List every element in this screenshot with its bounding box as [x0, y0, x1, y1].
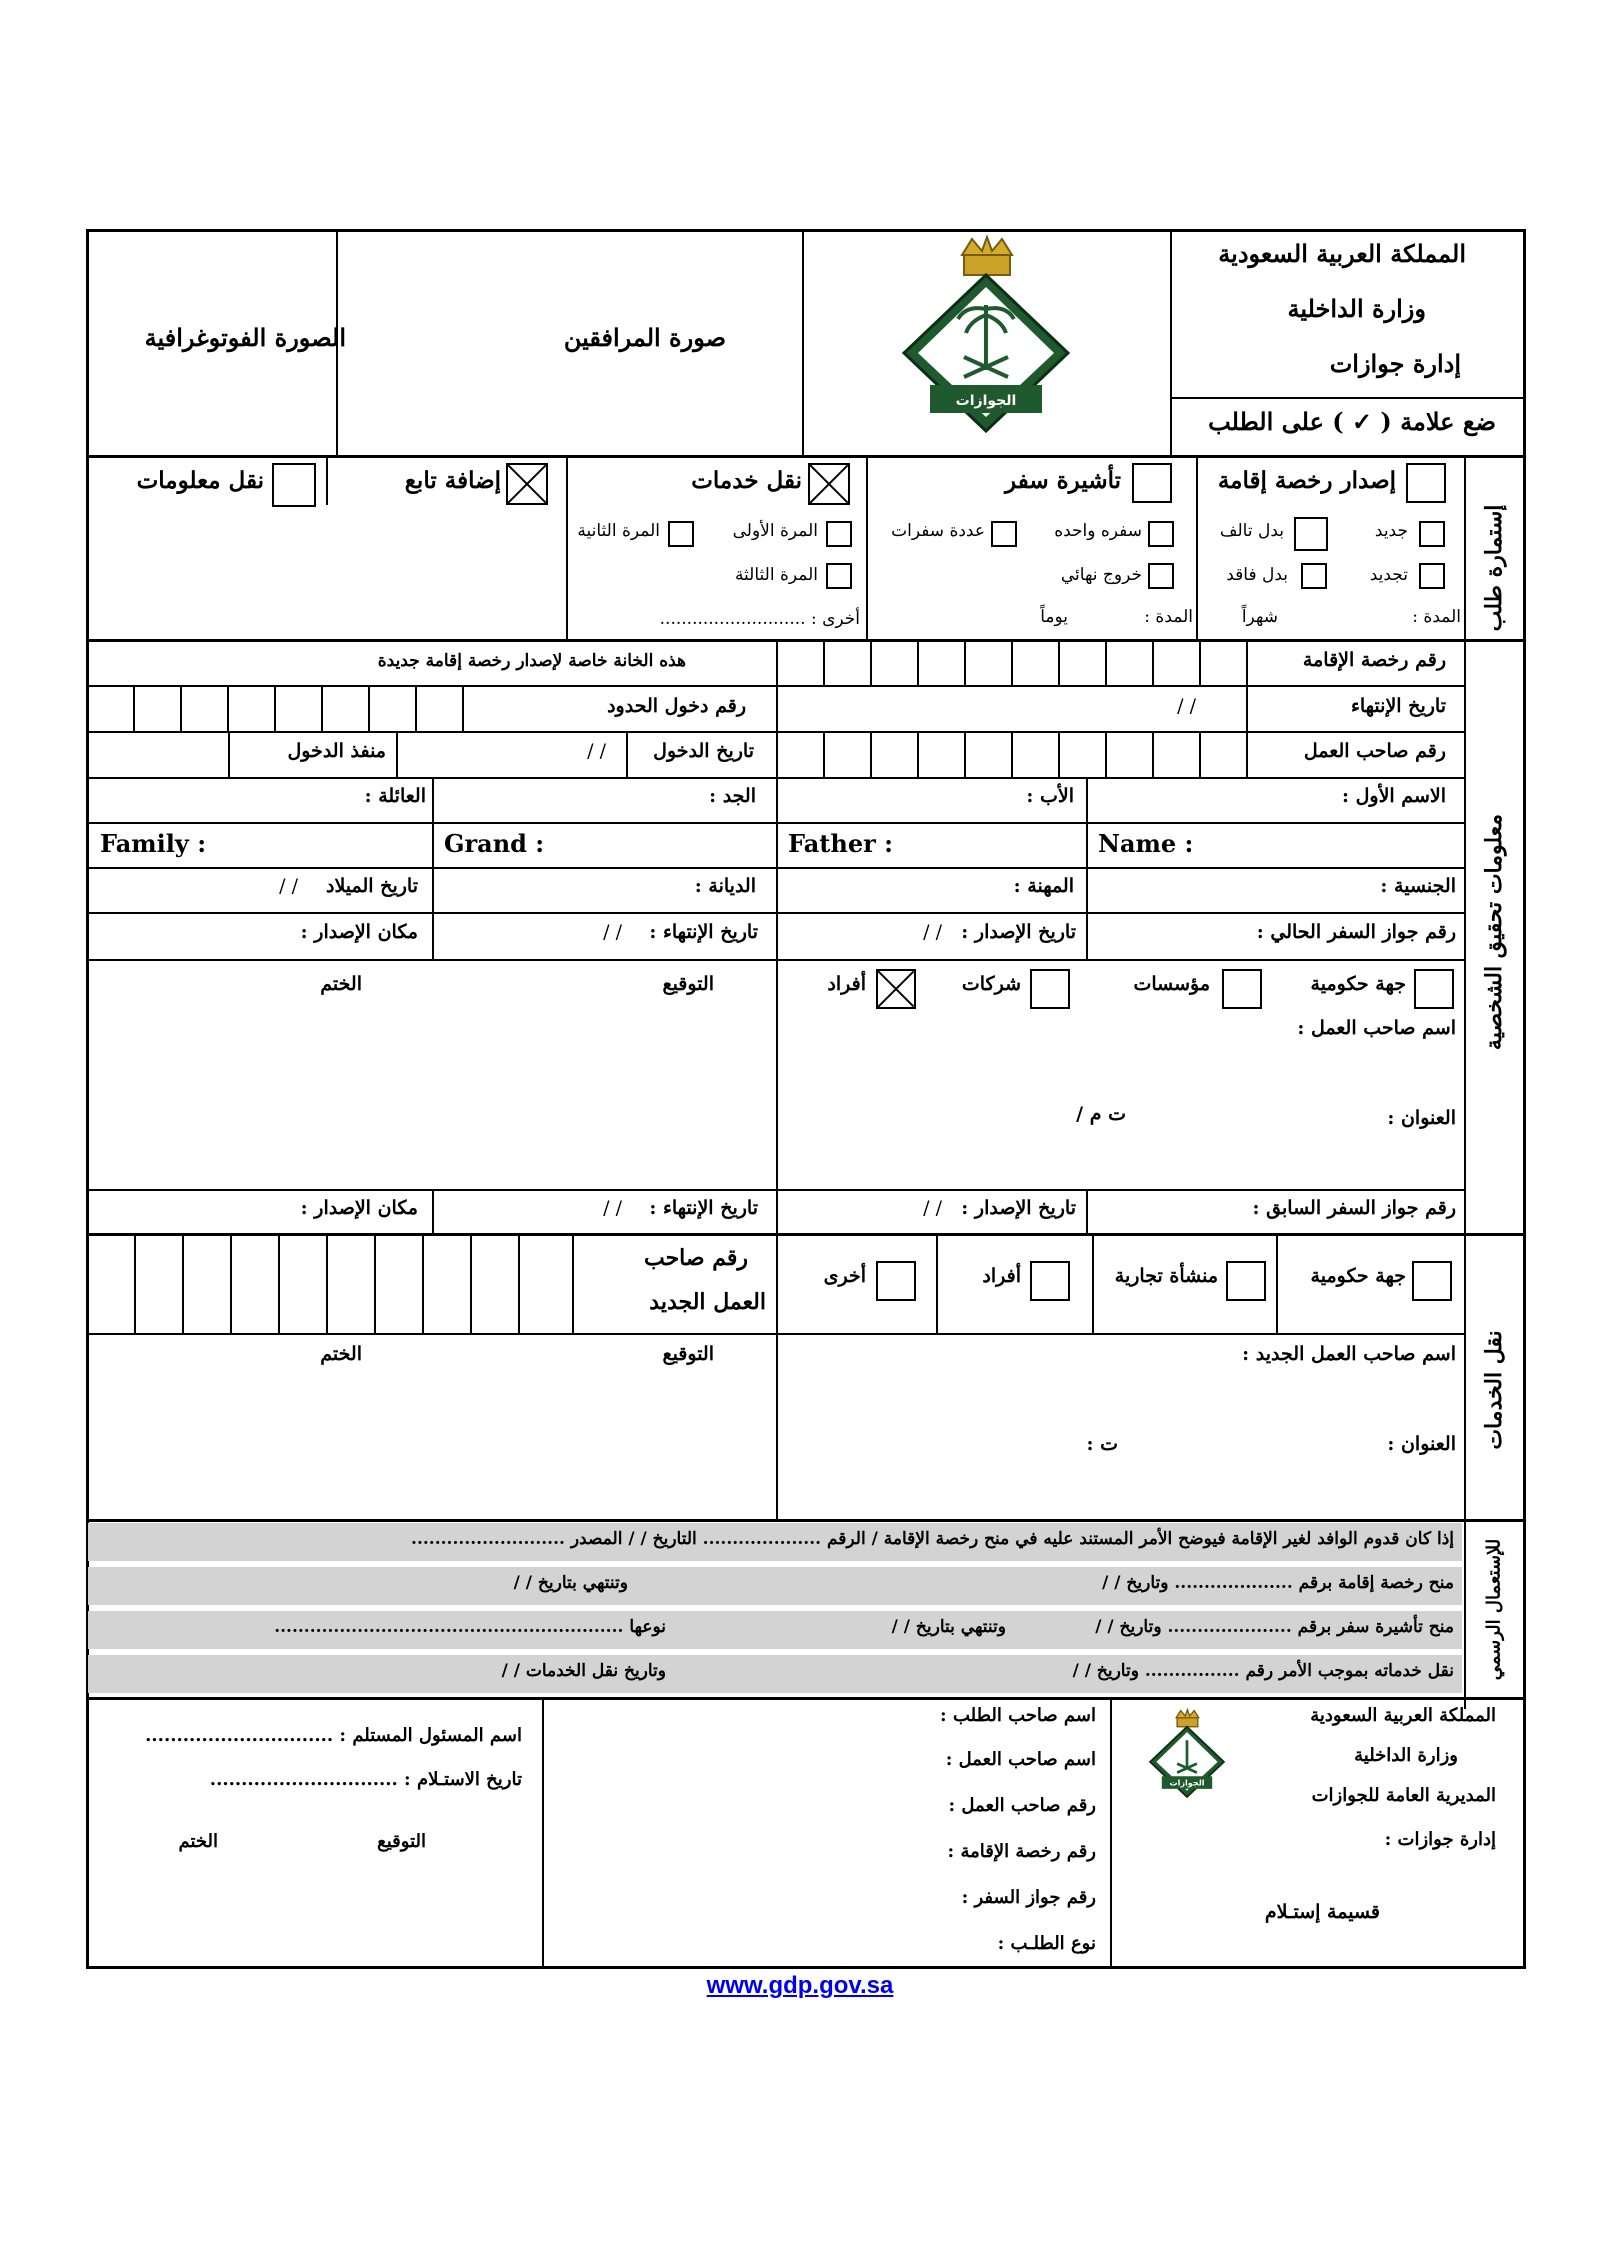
travel-visa-label: تأشيرة سفر [1005, 467, 1121, 494]
passport-issue-date-label: تاريخ الإصدار : [961, 921, 1076, 943]
receipt-title: قسيمة إستـلام [1264, 1901, 1380, 1923]
family-en-label: Family : [100, 829, 207, 858]
receipt-employer-name-label: اسم صاحب العمل : [945, 1749, 1096, 1770]
days-label: يوماً [1040, 607, 1068, 627]
companies-label: شركات [961, 973, 1021, 995]
receipt-stamp-label: الختم [178, 1831, 218, 1852]
passport-expiry-slashes: / / [603, 921, 622, 943]
official-row-3-right: منح تأشيرة سفر برقم ..................... وتاريخ / / [1095, 1617, 1454, 1637]
passport-number-label: رقم جواز السفر الحالي : [1256, 921, 1456, 943]
transfer-services-label: نقل خدمات [691, 467, 802, 494]
transfer-gov-label: جهة حكومية [1310, 1265, 1406, 1287]
religion-label: الديانة : [694, 875, 756, 897]
expiry-date-slashes: / / [1177, 695, 1196, 717]
transfer-individuals-checkbox[interactable] [1030, 1261, 1070, 1301]
header-kingdom: المملكة العربية السعودية [1218, 239, 1466, 268]
official-row-3-mid: وتنتهي بتاريخ / / [891, 1617, 1006, 1637]
official-row-4-left: وتاريخ نقل الخدمات / / [501, 1661, 666, 1681]
single-trip-label: سفره واحده [1054, 521, 1142, 541]
final-exit-label: خروج نهائي [1060, 565, 1142, 585]
add-dependent-label: إضافة تابع [404, 467, 501, 494]
multiple-trips-checkbox[interactable] [991, 521, 1017, 547]
passport-expiry-date-label: تاريخ الإنتهاء : [649, 921, 758, 943]
employer-number-cells[interactable] [776, 731, 1246, 777]
second-time-label: المرة الثانية [577, 521, 660, 541]
signature-label: التوقيع [662, 973, 714, 995]
phone-mobile-label: ت م / [1076, 1103, 1126, 1125]
new-employer-no-label-2: العمل الجديد [649, 1289, 766, 1315]
transfer-individuals-label: أفراد [982, 1265, 1021, 1287]
damaged-label: بدل تالف [1219, 521, 1284, 541]
official-side-label: للإستعمال الرسمي [1483, 1538, 1505, 1681]
first-time-checkbox[interactable] [826, 521, 852, 547]
multiple-trips-label: عددة سفرات [891, 521, 985, 541]
transfer-info-checkbox[interactable] [272, 463, 316, 507]
lost-label: بدل فاقد [1226, 565, 1288, 585]
expiry-date-label: تاريخ الإنتهاء [1350, 695, 1446, 717]
transfer-gov-checkbox[interactable] [1412, 1261, 1452, 1301]
transfer-phone-label: ت : [1086, 1433, 1118, 1455]
border-number-label: رقم دخول الحدود [607, 695, 746, 717]
transfer-info-label: نقل معلومات [136, 467, 264, 494]
individuals-label: أفراد [827, 973, 866, 995]
father-name-label: الأب : [1026, 785, 1074, 807]
months-label: شهراً [1241, 607, 1278, 627]
receipt-request-type-label: نوع الطلـب : [997, 1933, 1096, 1954]
receipt-directorate: المديرية العامة للجوازات [1311, 1785, 1496, 1806]
website-link[interactable]: www.gdp.gov.sa [706, 1972, 894, 1999]
second-time-checkbox[interactable] [668, 521, 694, 547]
commercial-label: منشأة تجارية [1114, 1265, 1218, 1287]
transfer-signature-label: التوقيع [662, 1343, 714, 1365]
receipt-iqama-no-label: رقم رخصة الإقامة : [947, 1841, 1096, 1862]
receipt-logo-text: الجوازات [1169, 1777, 1205, 1788]
birth-date-slashes: / / [279, 875, 298, 897]
official-row-2-left: وتنتهي بتاريخ / / [513, 1573, 628, 1593]
institutions-checkbox[interactable] [1222, 969, 1262, 1009]
renewal-label: تجديد [1369, 565, 1408, 585]
employer-name-label: اسم صاحب العمل : [1297, 1017, 1456, 1039]
receipt-kingdom: المملكة العربية السعودية [1310, 1705, 1496, 1726]
final-exit-checkbox[interactable] [1148, 563, 1174, 589]
entry-date-slashes: / / [587, 740, 606, 762]
damaged-checkbox[interactable] [1294, 517, 1328, 551]
prev-issue-date-label: تاريخ الإصدار : [961, 1197, 1076, 1219]
lost-checkbox[interactable] [1301, 563, 1327, 589]
header-instruction: ضع علامة ( ✓ ) على الطلب [1208, 407, 1496, 436]
official-row-4-right: نقل خدماته بموجب الأمر رقم ................ وتاريخ / / [1072, 1661, 1454, 1681]
applicant-name-label: اسم صاحب الطلب : [940, 1705, 1096, 1726]
employer-number-label: رقم صاحب العمل [1303, 740, 1446, 762]
entry-port-label: منفذ الدخول [287, 740, 386, 762]
prev-expiry-date-label: تاريخ الإنتهاء : [649, 1197, 758, 1219]
identity-side-label: معلومات تحقيق الشخصية [1481, 813, 1507, 1051]
companions-photo-label: صورة المرافقين [563, 323, 726, 352]
name-en-label: Name : [1098, 829, 1194, 858]
first-name-label: الاسم الأول : [1341, 785, 1446, 807]
new-label: جديد [1374, 521, 1408, 541]
iqama-duration-label: المدة : [1412, 607, 1461, 627]
individuals-checkbox[interactable] [876, 969, 916, 1009]
iqama-number-cells[interactable] [776, 639, 1246, 685]
new-checkbox[interactable] [1419, 521, 1445, 547]
border-number-cells[interactable] [86, 685, 506, 731]
receipt-signature-label: التوقيع [377, 1831, 426, 1852]
receipt-ministry: وزارة الداخلية [1354, 1745, 1458, 1766]
family-name-label: العائلة : [364, 785, 426, 807]
issue-place-label: مكان الإصدار : [300, 921, 418, 943]
transfer-services-checkbox[interactable] [808, 463, 850, 505]
gov-entity-label: جهة حكومية [1310, 973, 1406, 995]
iqama-number-label: رقم رخصة الإقامة [1302, 649, 1446, 671]
entry-date-label: تاريخ الدخول [653, 740, 754, 762]
prev-issue-place-label: مكان الإصدار : [300, 1197, 418, 1219]
iqama-issue-label: إصدار رخصة إقامة [1217, 467, 1396, 494]
receipt-date-label: تاريخ الاستـلام : .............................. [209, 1769, 522, 1790]
header-ministry: وزارة الداخلية [1287, 294, 1426, 323]
nationality-label: الجنسية : [1380, 875, 1456, 897]
single-trip-checkbox[interactable] [1148, 521, 1174, 547]
receipt-passport-no-label: رقم جواز السفر : [961, 1887, 1096, 1908]
companies-checkbox[interactable] [1030, 969, 1070, 1009]
third-time-checkbox[interactable] [826, 563, 852, 589]
address-label: العنوان : [1387, 1107, 1456, 1129]
new-iqama-note: هذه الخانة خاصة لإصدار رخصة إقامة جديدة [377, 651, 686, 671]
official-row-2-right: منح رخصة إقامة برقم .................... وتاريخ / / [1102, 1573, 1454, 1593]
travel-visa-checkbox[interactable] [1132, 463, 1172, 503]
logo-text: الجوازات [955, 393, 1017, 409]
visa-duration-label: المدة : [1144, 607, 1193, 627]
transfer-other-label: أخرى [823, 1265, 866, 1287]
receipt-employer-no-label: رقم صاحب العمل : [948, 1795, 1096, 1816]
prev-issue-slashes: / / [923, 1197, 942, 1219]
transfer-other-checkbox[interactable] [876, 1261, 916, 1301]
officer-name-label: اسم المسئول المستلم : .............................. [145, 1725, 522, 1746]
prev-expiry-slashes: / / [603, 1197, 622, 1219]
birth-date-label: تاريخ الميلاد [325, 875, 418, 897]
renewal-checkbox[interactable] [1419, 563, 1445, 589]
grand-name-label: الجد : [709, 785, 756, 807]
father-en-label: Father : [788, 829, 893, 858]
profession-label: المهنة : [1013, 875, 1074, 897]
official-row-1-text: إذا كان قدوم الوافد لغير الإقامة فيوضح الأمر المستند عليه في منح رخصة الإقامة / الرقم .................... التاريخ / / المصدر .......................... [411, 1529, 1454, 1549]
institutions-label: مؤسسات [1133, 973, 1210, 995]
photo-label: الصورة الفوتوغرافية [144, 323, 346, 352]
grand-en-label: Grand : [444, 829, 545, 858]
add-dependent-checkbox[interactable] [506, 463, 548, 505]
iqama-issue-checkbox[interactable] [1406, 463, 1446, 503]
request-side-label: إستمارة طلب [1481, 504, 1507, 632]
first-time-label: المرة الأولى [732, 521, 818, 541]
transfer-stamp-label: الختم [320, 1343, 362, 1365]
passport-issue-slashes: / / [923, 921, 942, 943]
transfer-side-label: نقل الخدمات [1481, 1330, 1507, 1450]
application-form [86, 229, 1526, 1969]
other-label: أخرى : ........................... [659, 609, 860, 629]
passports-logo [886, 235, 1086, 445]
stamp-label: الختم [320, 973, 362, 995]
prev-passport-label: رقم جواز السفر السابق : [1252, 1197, 1456, 1219]
gov-entity-checkbox[interactable] [1414, 969, 1454, 1009]
receipt-department: إدارة جوازات : [1384, 1829, 1496, 1850]
transfer-address-label: العنوان : [1387, 1433, 1456, 1455]
new-employer-number-cells[interactable] [86, 1233, 572, 1333]
official-row-3-left: نوعها ........................................................... [274, 1617, 666, 1637]
receipt-logo [1142, 1701, 1232, 1811]
new-employer-no-label-1: رقم صاحب [643, 1245, 748, 1271]
header-department: إدارة جوازات [1329, 349, 1461, 378]
new-employer-name-label: اسم صاحب العمل الجديد : [1242, 1343, 1456, 1365]
third-time-label: المرة الثالثة [734, 565, 818, 585]
commercial-checkbox[interactable] [1226, 1261, 1266, 1301]
